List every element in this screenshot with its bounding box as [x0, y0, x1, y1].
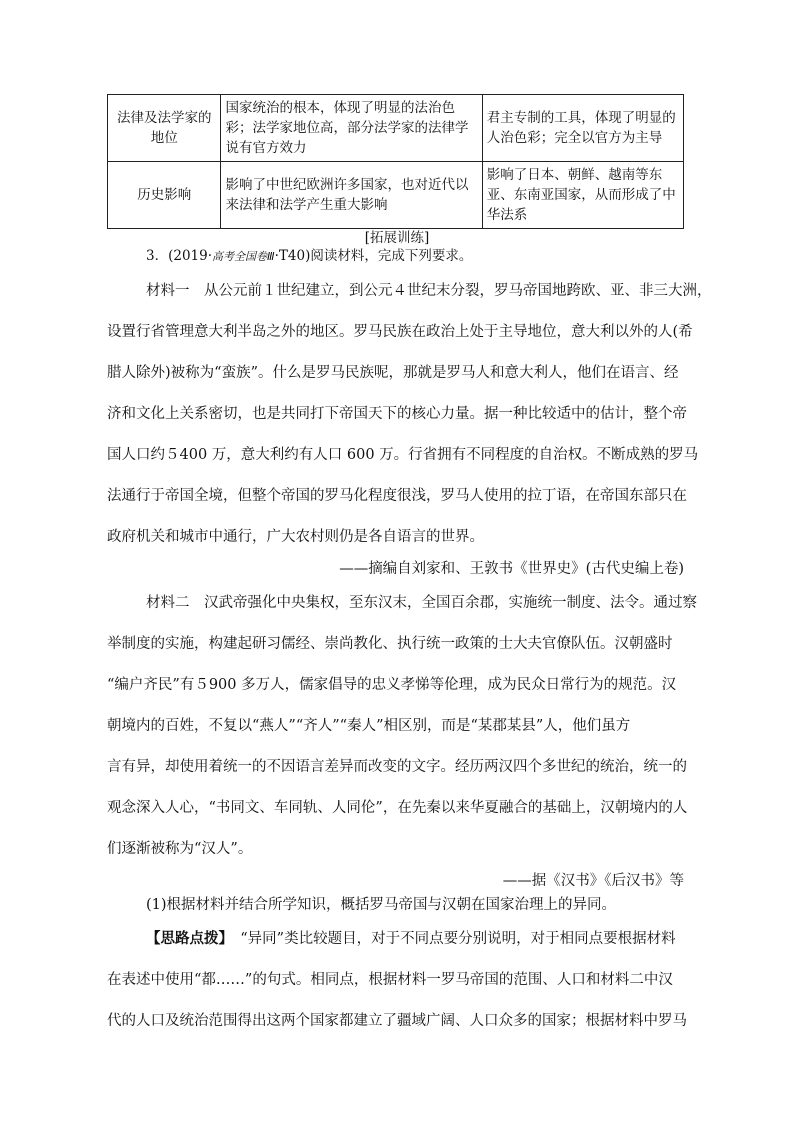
material2-citation: ——据《汉书》《后汉书》等	[502, 873, 684, 889]
material2-line: 们逐渐被称为“汉人”。	[107, 841, 253, 857]
material1-line: 法通行于帝国全境，但整个帝国的罗马化程度很浅，罗马人使用的拉丁语，在帝国东部只在	[107, 488, 687, 504]
material2-line: 言有异，却使用着统一的不因语言差异而改变的文字。经历两汉四个多世纪的统治，统一的	[107, 759, 687, 775]
material2-line: 举制度的实施，构建起研习儒经、崇尚教化、执行统一政策的士大夫官僚队伍。汉朝盛时	[107, 636, 673, 652]
material1-line: 设置行省管理意大利半岛之外的地区。罗马民族在政治上处于主导地位，意大利以外的人(希	[107, 324, 693, 340]
material1-line: 材料一 从公元前１世纪建立，到公元４世纪末分裂，罗马帝国地跨欧、亚、非三大洲，	[146, 283, 712, 299]
material1-line: 政府机关和城市中通行，广大农村则仍是各自语言的世界。	[107, 529, 484, 545]
subquestion-1: (1)根据材料并结合所学知识，概括罗马帝国与汉朝在国家治理上的异同。	[146, 897, 617, 913]
table-row-header: 历史影响	[108, 162, 221, 229]
material2-line: 朝境内的百姓，不复以“燕人”“齐人”“秦人”相区别，而是“某郡某县”人，他们虽方	[107, 718, 631, 734]
table-row-header: 法律及法学家的地位	[108, 95, 221, 162]
table-row	[108, 162, 684, 229]
table-cell-china: 君主专制的工具，体现了明显的人治色彩；完全以官方为主导	[482, 95, 683, 162]
table-cell-china: 影响了日本、朝鲜、越南等东亚、东南亚国家，从而形成了中华法系	[482, 162, 683, 229]
material1-line: 腊人除外)被称为“蛮族”。什么是罗马民族呢，那就是罗马人和意大利人，他们在语言、经	[107, 365, 679, 381]
question-source: 高考全国卷Ⅲ	[212, 250, 275, 263]
material2-line: “编户齐民”有５900 多万人，儒家倡导的忠义孝悌等伦理，成为民众日常行为的规范。汉	[107, 677, 677, 693]
hint-line: 在表述中使用“都……”的句式。相同点，根据材料一罗马帝国的范围、人口和材料二中汉	[107, 972, 673, 988]
question-suffix: ·T40)阅读材料，完成下列要求。	[274, 248, 473, 264]
material2-line: 材料二 汉武帝强化中央集权，至东汉末，全国百余郡，实施统一制度、法令。通过察	[146, 595, 697, 611]
table-cell-roman: 国家统治的根本，体现了明显的法治色彩；法学家地位高，部分法学家的法律学说有官方效力	[221, 95, 482, 162]
hint-text: “异同”类比较题目，对于不同点要分别说明，对于相同点要根据材料	[225, 931, 676, 947]
material1-line: 国人口约５400 万，意大利约有人口 600 万。行省拥有不同程度的自治权。不断成熟的罗马	[107, 447, 699, 463]
table-row	[108, 95, 684, 162]
material2-line: 观念深入人心，“书同文、车同轨、人同伦”，在先秦以来华夏融合的基础上，汉朝境内的人	[107, 800, 688, 816]
question-heading	[146, 244, 472, 264]
hint-label: 【思路点拨】	[146, 930, 226, 947]
table-cell-roman: 影响了中世纪欧洲许多国家，也对近代以来法律和法学产生重大影响	[221, 162, 482, 229]
hint-line: 代的人口及统治范围得出这两个国家都建立了疆域广阔、人口众多的国家；根据材料中罗马	[107, 1013, 687, 1029]
material1-line: 济和文化上关系密切，也是共同打下帝国天下的核心力量。据一种比较适中的估计，整个帝	[107, 406, 687, 422]
section-title: [拓展训练]	[364, 230, 430, 246]
hint-line-first	[146, 927, 676, 948]
material1-citation: ——摘编自刘家和、王敦书《世界史》(古代史编上卷)	[339, 561, 684, 577]
comparison-table	[107, 94, 684, 229]
question-prefix: 3．(2019·	[146, 248, 213, 264]
